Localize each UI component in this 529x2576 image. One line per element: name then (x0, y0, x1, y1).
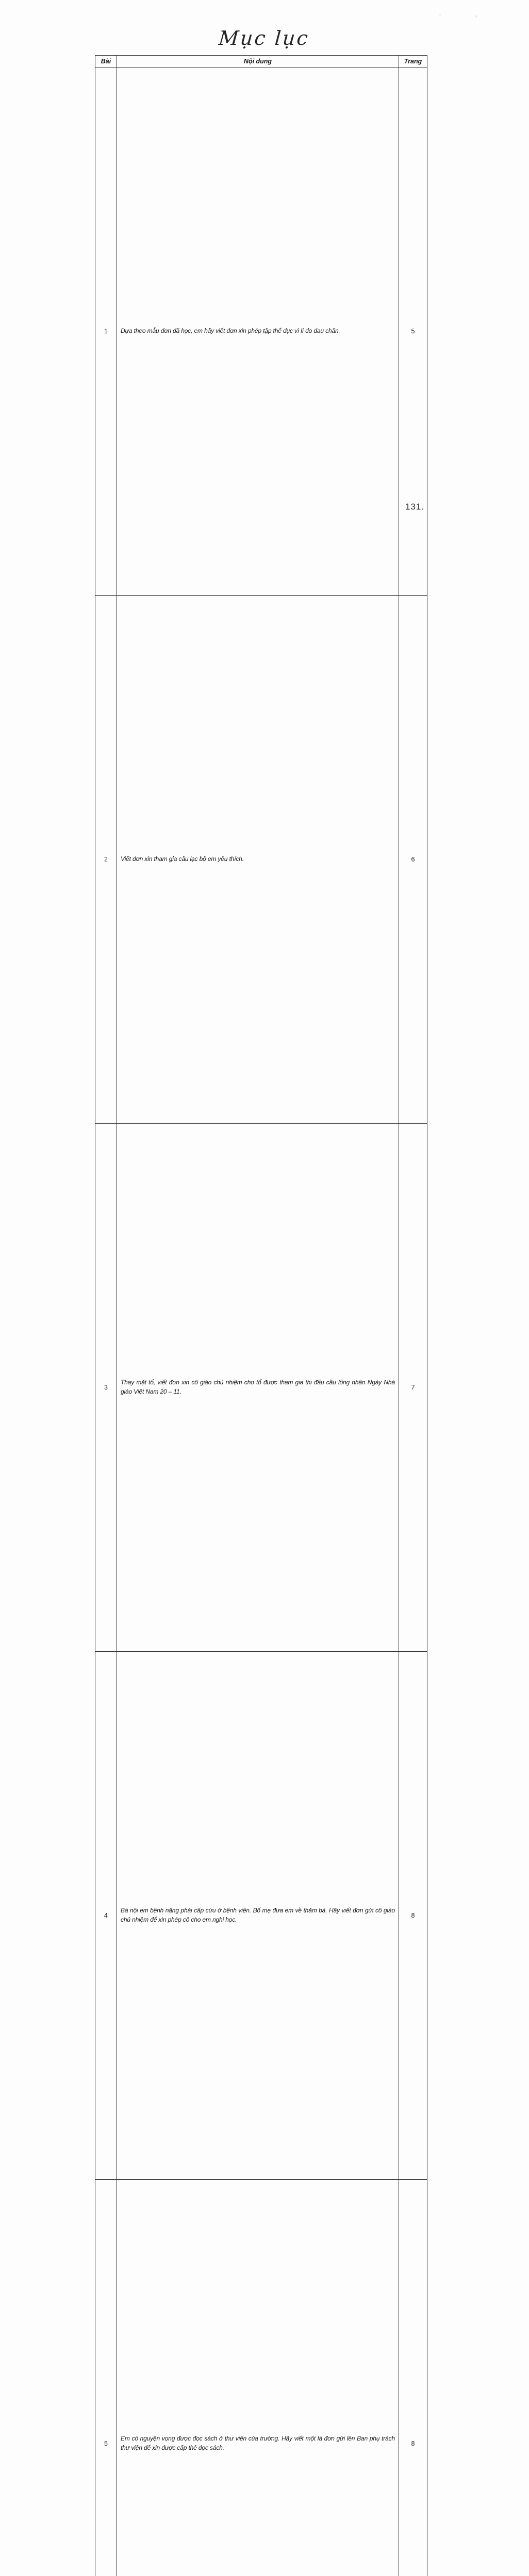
table-row (95, 596, 427, 1124)
book-page-number: 131. (405, 502, 424, 512)
column-header-lesson: Bài (95, 56, 117, 67)
page-number-cell: 6 (399, 596, 427, 1124)
column-header-content: Nội dung (117, 56, 399, 67)
table-row (95, 67, 427, 596)
page-number-cell: 8 (399, 2180, 427, 2576)
content-cell: Dựa theo mẫu đơn đã học, em hãy viết đơn xin phép tập thể dục vì lí do đau chân. (117, 67, 399, 596)
lesson-number-cell: 3 (95, 1124, 117, 1652)
page-number-cell: 8 (399, 1652, 427, 2180)
content-cell: Thay mặt tổ, viết đơn xin cô giáo chủ nhiệm cho tổ được tham gia thi đấu cầu lông nhân Ngày Nhà giáo Việt Nam 20 – 11. (117, 1124, 399, 1652)
content-cell: Bà nội em bệnh nặng phải cấp cứu ở bệnh viện. Bố mẹ đưa em về thăm bà. Hãy viết đơn gửi cô giáo chủ nhiệm để xin phép cô cho em nghỉ học. (117, 1652, 399, 2180)
table-of-contents (95, 55, 427, 2576)
scan-artifact-dot (439, 14, 441, 15)
scanned-book-page (0, 0, 528, 528)
toc-rows (95, 67, 427, 2576)
table-row (95, 1124, 427, 1652)
lesson-number-cell: 5 (95, 2180, 117, 2576)
scan-artifact-dot (475, 15, 477, 17)
content-cell: Viết đơn xin tham gia câu lạc bộ em yêu thích. (117, 596, 399, 1124)
column-header-page: Trang (399, 56, 427, 67)
table-row (95, 1652, 427, 2180)
page-number-cell: 5 (399, 67, 427, 596)
lesson-number-cell: 4 (95, 1652, 117, 2180)
content-cell: Em có nguyện vọng được đọc sách ở thư viện của trường. Hãy viết một lá đơn gửi lên Ban phụ trách thư viện để xin được cấp thẻ đọc sách. (117, 2180, 399, 2576)
page-number-cell: 7 (399, 1124, 427, 1652)
lesson-number-cell: 2 (95, 596, 117, 1124)
table-header-row (95, 56, 427, 67)
page-title: Mục lục (0, 27, 529, 49)
table-row (95, 2180, 427, 2576)
lesson-number-cell: 1 (95, 67, 117, 596)
